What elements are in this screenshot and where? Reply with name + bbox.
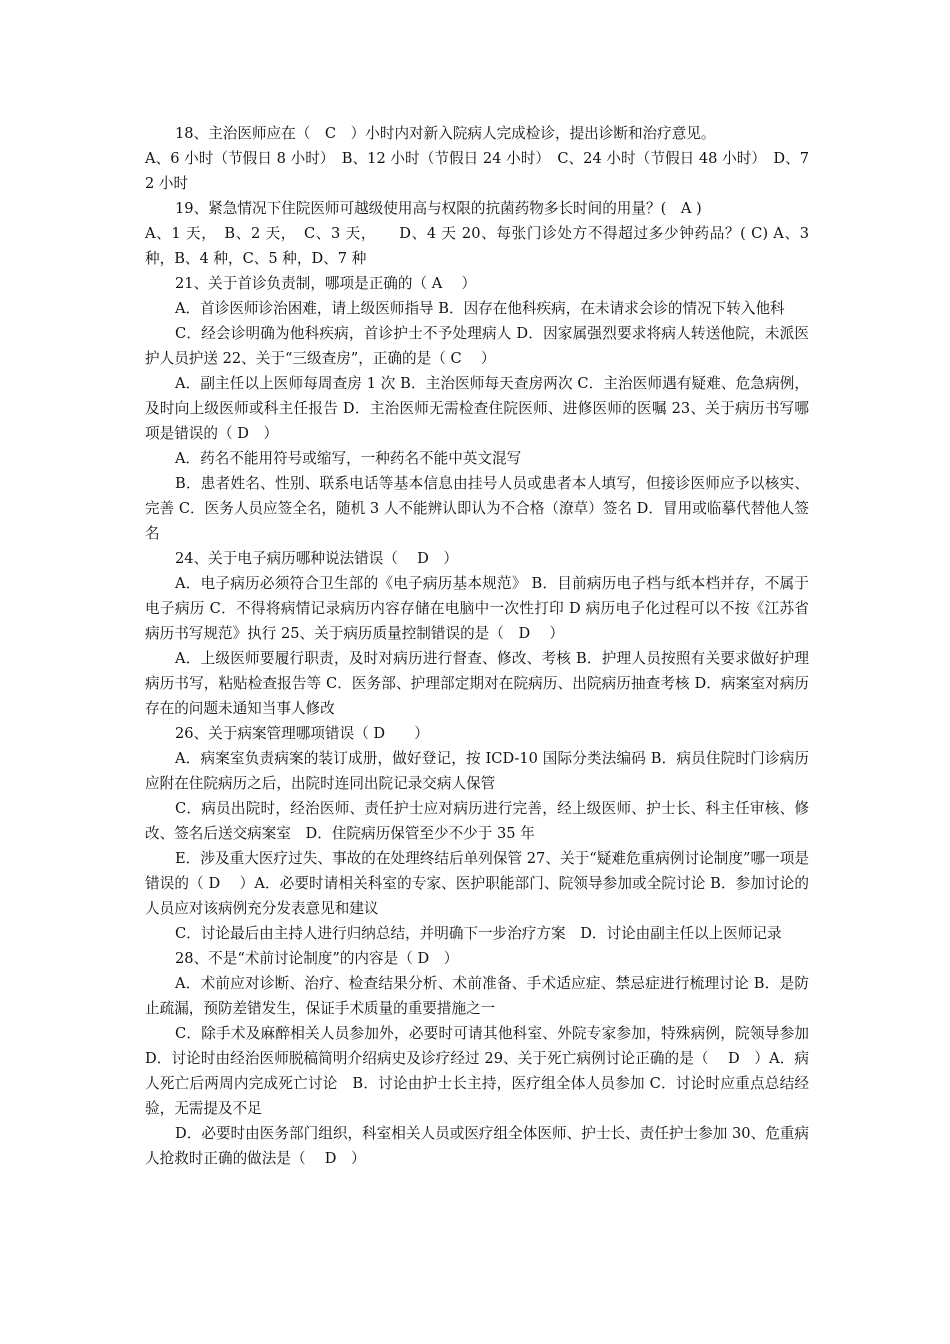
paragraph: A、6 小时（节假日 8 小时） B、12 小时（节假日 24 小时） C、24 小时（节假日 48 小时） D、72 小时 <box>145 150 809 192</box>
paragraph: C．讨论最后由主持人进行归纳总结，并明确下一步治疗方案 D．讨论由副主任以上医师记录 <box>175 925 782 942</box>
paragraph: A．术前应对诊断、治疗、检查结果分析、术前准备、手术适应症、禁忌症进行梳理讨论 B．是防止疏漏，预防差错发生，保证手术质量的重要措施之一 <box>145 975 809 1017</box>
paragraph: C．病员出院时，经治医师、责任护士应对病历进行完善，经上级医师、护士长、科主任审核、修改、签名后送交病案室 D．住院病历保管至少不少于 35 年 <box>145 800 809 842</box>
paragraph: A．首诊医师诊治困难，请上级医师指导 B．因存在他科疾病，在未请求会诊的情况下转入他科 <box>175 300 785 317</box>
paragraph: 19、紧急情况下住院医师可越级使用高与权限的抗菌药物多长时间的用量？( A ) <box>175 200 702 217</box>
paragraph: 28、不是“术前讨论制度”的内容是（ D ） <box>175 950 459 967</box>
paragraph: A．病案室负责病案的装订成册，做好登记，按 ICD-10 国际分类法编码 B．病员住院时门诊病历应附在住院病历之后，出院时连同出院记录交病人保管 <box>145 750 809 792</box>
paragraph: C．经会诊明确为他科疾病，首诊护士不予处理病人 D．因家属强烈要求将病人转送他院，未派医护人员护送 22、关于“三级查房”，正确的是（ C ） <box>145 325 809 367</box>
paragraph: A．副主任以上医师每周查房 1 次 B．主治医师每天查房两次 C．主治医师遇有疑难、危急病例，及时向上级医师或科主任报告 D．主治医师无需检查住院医师、进修医师的医嘱 23、关于病历书写哪项是错误的（ D ） <box>145 375 809 442</box>
paragraph: E．涉及重大医疗过失、事故的在处理终结后单列保管 27、关于“疑难危重病例讨论制度”哪一项是错误的（ D ）A．必要时请相关科室的专家、医护职能部门、院领导参加或全院讨论 B．参加讨论的人员应对该病例充分发表意见和建议 <box>145 850 809 917</box>
paragraph: 26、关于病案管理哪项错误（ D ） <box>175 725 429 742</box>
paragraph: D．必要时由医务部门组织，科室相关人员或医疗组全体医师、护士长、责任护士参加 30、危重病人抢救时正确的做法是（ D ） <box>145 1125 809 1167</box>
paragraph: B．患者姓名、性别、联系电话等基本信息由挂号人员或患者本人填写，但接诊医师应予以核实、完善 C．医务人员应签全名，随机 3 人不能辨认即认为不合格（潦草）签名 D．冒用或临摹代替他人签名 <box>145 475 809 542</box>
paragraph: C．除手术及麻醉相关人员参加外，必要时可请其他科室、外院专家参加，特殊病例，院领导参加 D．讨论时由经治医师脱稿简明介绍病史及诊疗经过 29、关于死亡病例讨论正确的是（ D ）A．病人死亡后两周内完成死亡讨论 B．讨论由护士长主持，医疗组全体人员参加 C．讨论时应重点总结经验，无需提及不足 <box>145 1025 809 1117</box>
paragraph: 21、关于首诊负责制，哪项是正确的（ A ） <box>175 275 477 292</box>
paragraph: 24、关于电子病历哪种说法错误（ D ） <box>175 550 459 567</box>
paragraph: A．电子病历必须符合卫生部的《电子病历基本规范》 B．目前病历电子档与纸本档并存，不属于电子病历 C．不得将病情记录病历内容存储在电脑中一次性打印 D 病历电子化过程可以不按《江苏省病历书写规范》执行 25、关于病历质量控制错误的是（ D ） <box>145 575 809 642</box>
paragraph: A．上级医师要履行职责，及时对病历进行督查、修改、考核 B．护理人员按照有关要求做好护理病历书写，粘贴检查报告等 C．医务部、护理部定期对在院病历、出院病历抽查考核 D．病案室对病历存在的问题未通知当事人修改 <box>145 650 809 717</box>
document-page <box>145 121 809 1171</box>
paragraph: A．药名不能用符号或缩写，一种药名不能中英文混写 <box>175 450 522 467</box>
paragraph: 18、主治医师应在（ C ）小时内对新入院病人完成检诊，提出诊断和治疗意见。 <box>175 125 716 142</box>
paragraph: A、1 天， B、2 天， C、3 天， D、4 天 20、每张门诊处方不得超过多少钟药品？( C) A、3 种，B、4 种，C、5 种，D、7 种 <box>145 225 809 267</box>
